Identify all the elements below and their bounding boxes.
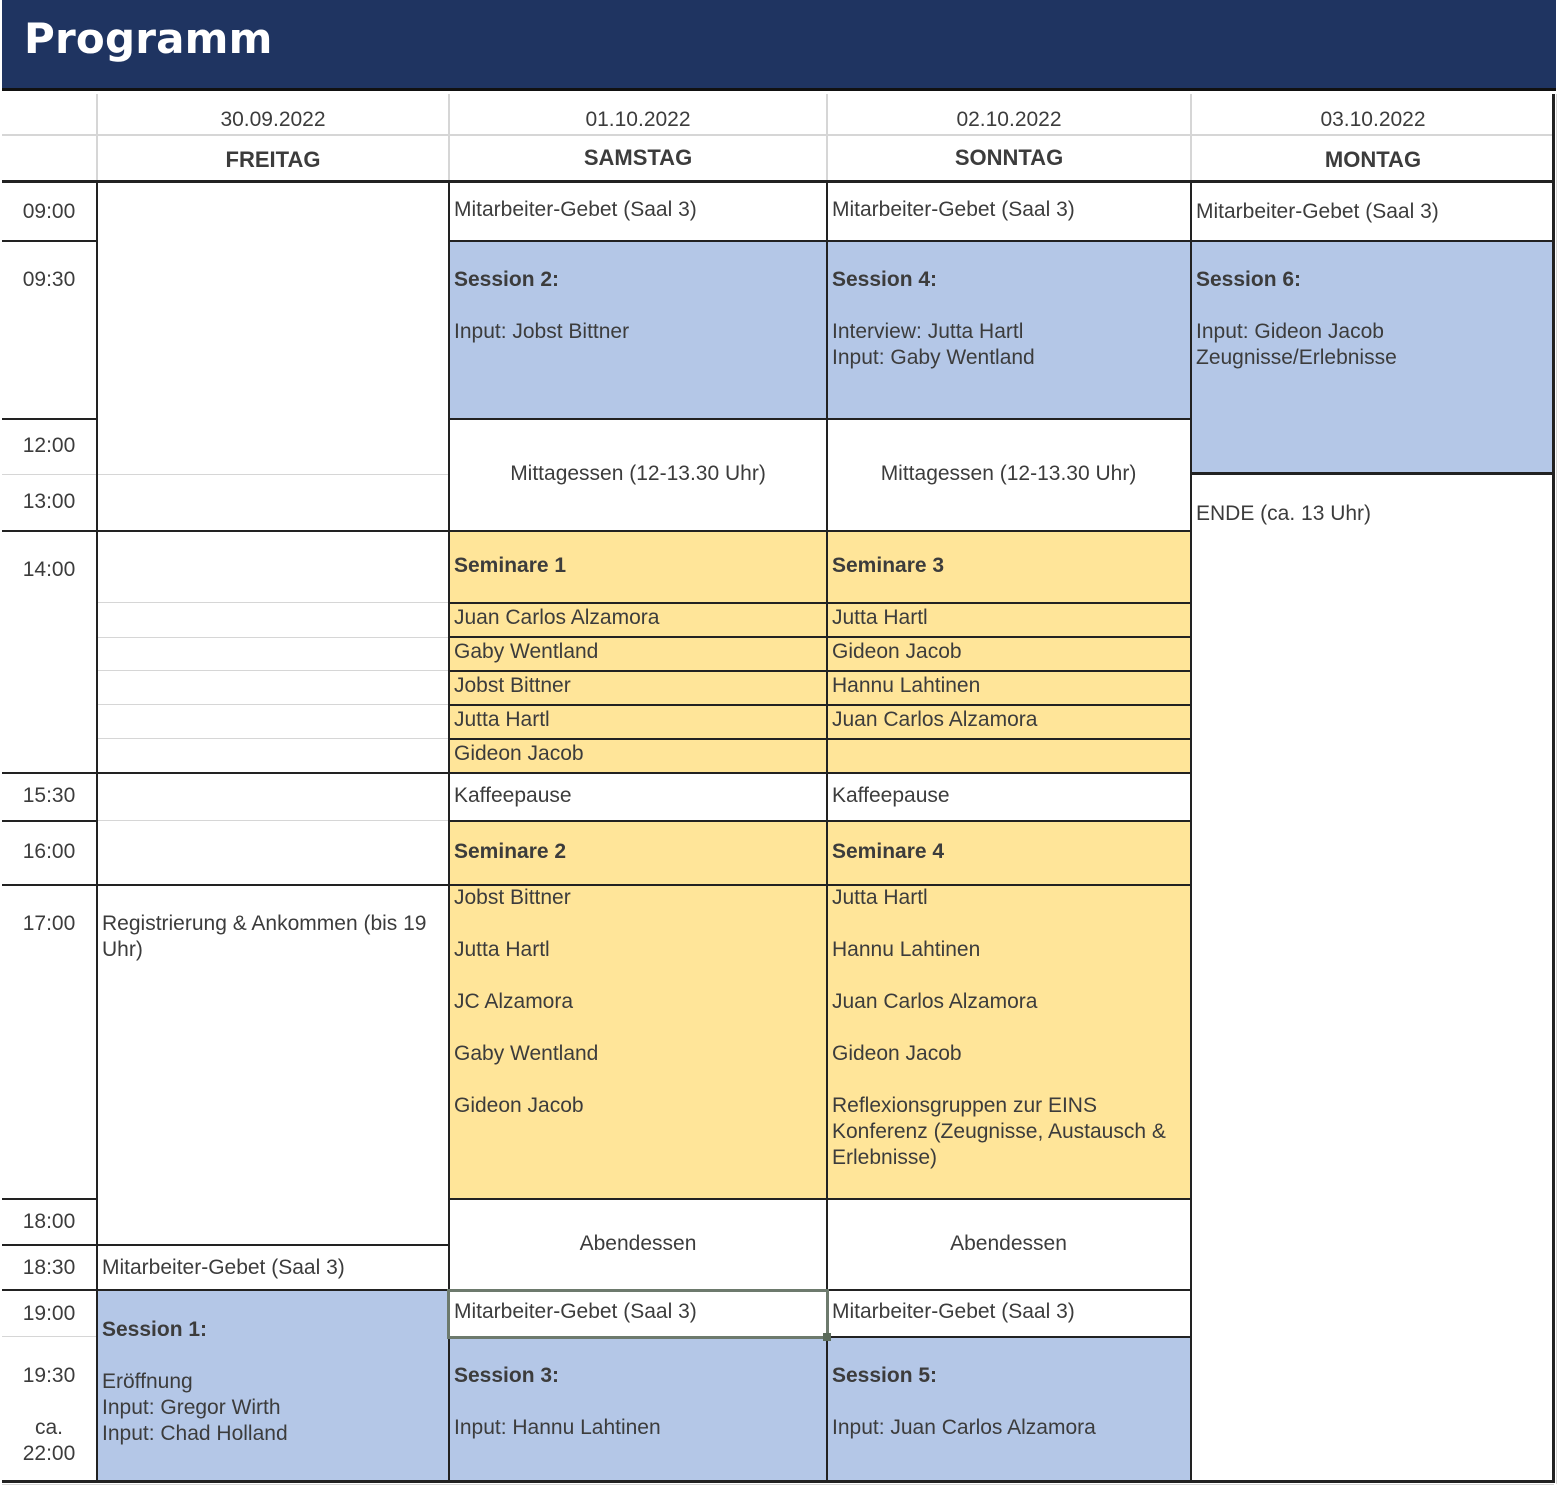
seminare2-item: Gaby Wentland — [454, 1042, 599, 1065]
seminare3-title: Seminare 3 — [832, 554, 945, 577]
time-label: 09:00 — [22, 200, 76, 223]
saturday-lunch: Mittagessen (12-13.30 Uhr) — [510, 462, 766, 485]
seminare1-item: Gaby Wentland — [454, 640, 599, 663]
friday-registration: Registrierung & Ankommen (bis 19 Uhr) — [102, 912, 427, 961]
seminare4-item: Jutta Hartl — [832, 886, 928, 909]
saturday-prayer-evening: Mitarbeiter-Gebet (Saal 3) — [454, 1300, 697, 1323]
session2-line: Input: Jobst Bittner — [454, 320, 630, 343]
day-date-sunday: 02.10.2022 — [956, 108, 1062, 131]
session3-line: Input: Hannu Lahtinen — [454, 1416, 661, 1439]
time-label: 14:00 — [22, 558, 76, 581]
title-bar — [2, 0, 1556, 91]
seminare3-item: Hannu Lahtinen — [832, 674, 981, 697]
seminare2-item: Jutta Hartl — [454, 938, 550, 961]
sunday-lunch: Mittagessen (12-13.30 Uhr) — [880, 462, 1137, 485]
saturday-dinner: Abendessen — [579, 1232, 697, 1255]
day-date-saturday: 01.10.2022 — [585, 108, 691, 131]
page-title: Programm — [24, 14, 273, 63]
sunday-prayer-evening: Mitarbeiter-Gebet (Saal 3) — [832, 1300, 1075, 1323]
session4-line: Interview: Jutta Hartl — [832, 320, 1024, 343]
selected-cell[interactable] — [447, 1289, 829, 1339]
session5-fill — [827, 1337, 1190, 1481]
time-label: 09:30 — [22, 268, 76, 291]
seminare4-item: Juan Carlos Alzamora — [832, 990, 1038, 1013]
seminare2-item: Gideon Jacob — [454, 1094, 584, 1117]
seminare4-item: Reflexionsgruppen zur EINS Konferenz (Zeugnisse, Austausch & Erlebnisse) — [832, 1094, 1166, 1169]
time-label: 22:00 — [22, 1442, 76, 1465]
seminare4-item: Hannu Lahtinen — [832, 938, 981, 961]
seminare4-title: Seminare 4 — [832, 840, 945, 863]
day-name-monday: MONTAG — [1324, 147, 1422, 172]
day-name-sunday: SONNTAG — [954, 145, 1064, 170]
session1-title: Session 1: — [102, 1318, 208, 1341]
friday-prayer: Mitarbeiter-Gebet (Saal 3) — [102, 1256, 345, 1279]
session6-title: Session 6: — [1196, 268, 1302, 291]
session4-line: Input: Gaby Wentland — [832, 346, 1035, 369]
time-label: 17:00 — [22, 912, 76, 935]
seminare1-item: Juan Carlos Alzamora — [454, 606, 660, 629]
day-name-friday: FREITAG — [225, 147, 321, 172]
saturday-coffee: Kaffeepause — [454, 784, 572, 807]
seminare2-item: Jobst Bittner — [454, 886, 571, 909]
monday-end: ENDE (ca. 13 Uhr) — [1196, 502, 1372, 525]
seminare3-item: Jutta Hartl — [832, 606, 928, 629]
session3-title: Session 3: — [454, 1364, 560, 1387]
fill-handle[interactable] — [823, 1333, 831, 1341]
time-label: 19:30 — [22, 1364, 76, 1387]
time-label: 18:30 — [22, 1256, 76, 1279]
seminare1-title: Seminare 1 — [454, 554, 567, 577]
time-label: 12:00 — [22, 434, 76, 457]
saturday-prayer-morning: Mitarbeiter-Gebet (Saal 3) — [454, 198, 697, 221]
monday-prayer-morning: Mitarbeiter-Gebet (Saal 3) — [1196, 200, 1439, 223]
sunday-prayer-morning: Mitarbeiter-Gebet (Saal 3) — [832, 198, 1075, 221]
session6-line: Zeugnisse/Erlebnisse — [1196, 346, 1397, 369]
seminare1-item: Jutta Hartl — [454, 708, 550, 731]
day-name-saturday: SAMSTAG — [583, 145, 693, 170]
day-date-monday: 03.10.2022 — [1320, 108, 1426, 131]
session5-line: Input: Juan Carlos Alzamora — [832, 1416, 1096, 1439]
sunday-dinner: Abendessen — [950, 1232, 1067, 1255]
session1-line: Input: Gregor Wirth — [102, 1396, 281, 1419]
seminare2-item: JC Alzamora — [454, 990, 574, 1013]
seminare3-item: Juan Carlos Alzamora — [832, 708, 1038, 731]
time-label: ca. — [34, 1416, 63, 1439]
session2-title: Session 2: — [454, 268, 560, 291]
seminare4-item: Gideon Jacob — [832, 1042, 962, 1065]
time-label: 13:00 — [22, 490, 76, 513]
seminare1-item: Gideon Jacob — [454, 742, 584, 765]
session4-title: Session 4: — [832, 268, 938, 291]
seminare3-item: Gideon Jacob — [832, 640, 962, 663]
session1-line: Eröffnung — [102, 1370, 193, 1393]
time-label: 16:00 — [22, 840, 76, 863]
sunday-coffee: Kaffeepause — [832, 784, 950, 807]
seminare1-item: Jobst Bittner — [454, 674, 571, 697]
day-date-friday: 30.09.2022 — [220, 108, 326, 131]
session1-line: Input: Chad Holland — [102, 1422, 288, 1445]
session6-line: Input: Gideon Jacob — [1196, 320, 1384, 343]
time-label: 19:00 — [22, 1302, 76, 1325]
session3-fill — [449, 1337, 827, 1481]
time-label: 18:00 — [22, 1210, 76, 1233]
seminare2-title: Seminare 2 — [454, 840, 567, 863]
time-label: 15:30 — [22, 784, 76, 807]
session5-title: Session 5: — [832, 1364, 938, 1387]
